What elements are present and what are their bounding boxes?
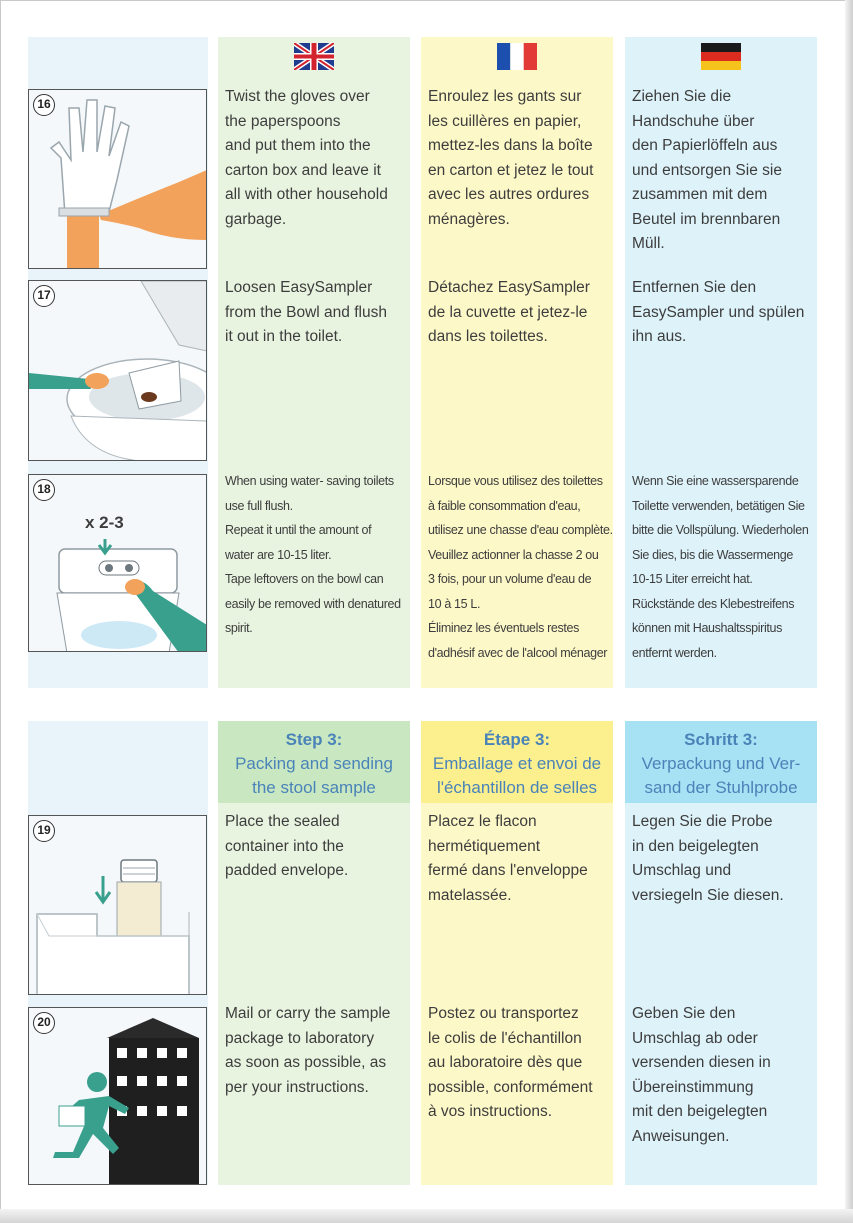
step-20-text-fr: Postez ou transportez le colis de l'échantillon au laboratoire dès que possible, conformément à vos instructions. (428, 1005, 593, 1120)
step-number-badge: 16 (33, 94, 55, 116)
step-20-text-de: Geben Sie den Umschlag ab oder versenden diesen in Übereinstimmung mit den beigelegten Anweisungen. (632, 1005, 771, 1145)
step-19-text-fr: Placez le flacon hermétiquement fermé dans l'enveloppe matelassée. (428, 813, 588, 904)
section-3-title-fr: Emballage et envoi de l'échantillon de selles (432, 754, 602, 797)
flush-button-illustration (29, 475, 207, 652)
section-3-title-de: Verpackung und Ver- sand der Stuhlprobe (641, 754, 801, 797)
step-17-text-de: Entfernen Sie den EasySampler und spülen ihn aus. (632, 279, 805, 345)
step-number-badge: 19 (33, 820, 55, 842)
running-to-laboratory-illustration (29, 1008, 207, 1185)
step-number-badge: 18 (33, 479, 55, 501)
step-19-text-en: Place the sealed container into the padded envelope. (225, 813, 349, 879)
section-3-header-fr (421, 721, 613, 803)
envelope-container-illustration (29, 816, 207, 995)
section-3-title-en: Packing and sending the stool sample (235, 754, 393, 797)
step-18-illustration (28, 474, 207, 652)
step-20-illustration (28, 1007, 207, 1185)
section-3-step-en: Step 3: (285, 730, 343, 749)
step-number-badge: 20 (33, 1012, 55, 1034)
section-3-step-fr: Étape 3: (483, 730, 551, 749)
step-19-text-de: Legen Sie die Probe in den beigelegten Umschlag und versiegeln Sie diesen. (632, 813, 784, 904)
step-20-text-en: Mail or carry the sample package to laboratory as soon as possible, as per your instructions. (225, 1005, 391, 1096)
united-kingdom-flag-icon (294, 43, 334, 70)
step-16-text-de: Ziehen Sie die Handschuhe über den Papierlöffeln aus und entsorgen Sie sie zusammen mit dem Beutel im brennbaren Müll. (632, 88, 782, 252)
france-flag-icon (497, 43, 537, 70)
step-17-text-fr: Détachez EasySampler de la cuvette et jetez-le dans les toilettes. (428, 279, 590, 345)
step-19-illustration (28, 815, 207, 995)
toilet-flush-sampler-illustration (29, 281, 207, 461)
step-17-text-en: Loosen EasySampler from the Bowl and flush it out in the toilet. (225, 279, 387, 345)
page-shadow-right (845, 0, 853, 1223)
section-3-header-de (625, 721, 817, 803)
section-3-header-en (218, 721, 410, 803)
step-17-illustration (28, 280, 207, 461)
flush-repeat-label: x 2-3 (85, 513, 124, 532)
step-16-text-en: Twist the gloves over the paperspoons and put them into the carton box and leave it all with other household garbage. (225, 88, 388, 228)
section-3-step-de: Schritt 3: (684, 730, 758, 749)
step-16-illustration (28, 89, 207, 269)
step-number-badge: 17 (33, 285, 55, 307)
step-18-text-fr: Lorsque vous utilisez des toilettes à faible consommation d'eau, utilisez une chasse d'eau complète. Veuillez actionner la chasse 2 ou 3 fois, pour un volume d'eau de 10 à 15 L. Éliminez les éventuels restes d'adhésif avec de l'alcool ménager (428, 474, 613, 660)
step-16-text-fr: Enroulez les gants sur les cuillères en papier, mettez-les dans la boîte en carton et jetez le tout avec les autres ordures ménagères. (428, 88, 594, 228)
page-shadow-bottom (0, 1209, 853, 1223)
step-18-text-de: Wenn Sie eine wassersparende Toilette verwenden, betätigen Sie bitte die Vollspülung. Wiederholen Sie dies, bis die Wassermenge 10-15 Liter erreicht hat. Rückstände des Klebestreifens können mit Haushaltsspiritus entfernt werden. (632, 474, 809, 660)
germany-flag-icon (701, 43, 741, 70)
glove-removal-illustration (29, 90, 207, 269)
step-18-text-en: When using water- saving toilets use full flush. Repeat it until the amount of water are 10-15 liter. Tape leftovers on the bowl can easily be removed with denatured spirit. (225, 474, 401, 635)
